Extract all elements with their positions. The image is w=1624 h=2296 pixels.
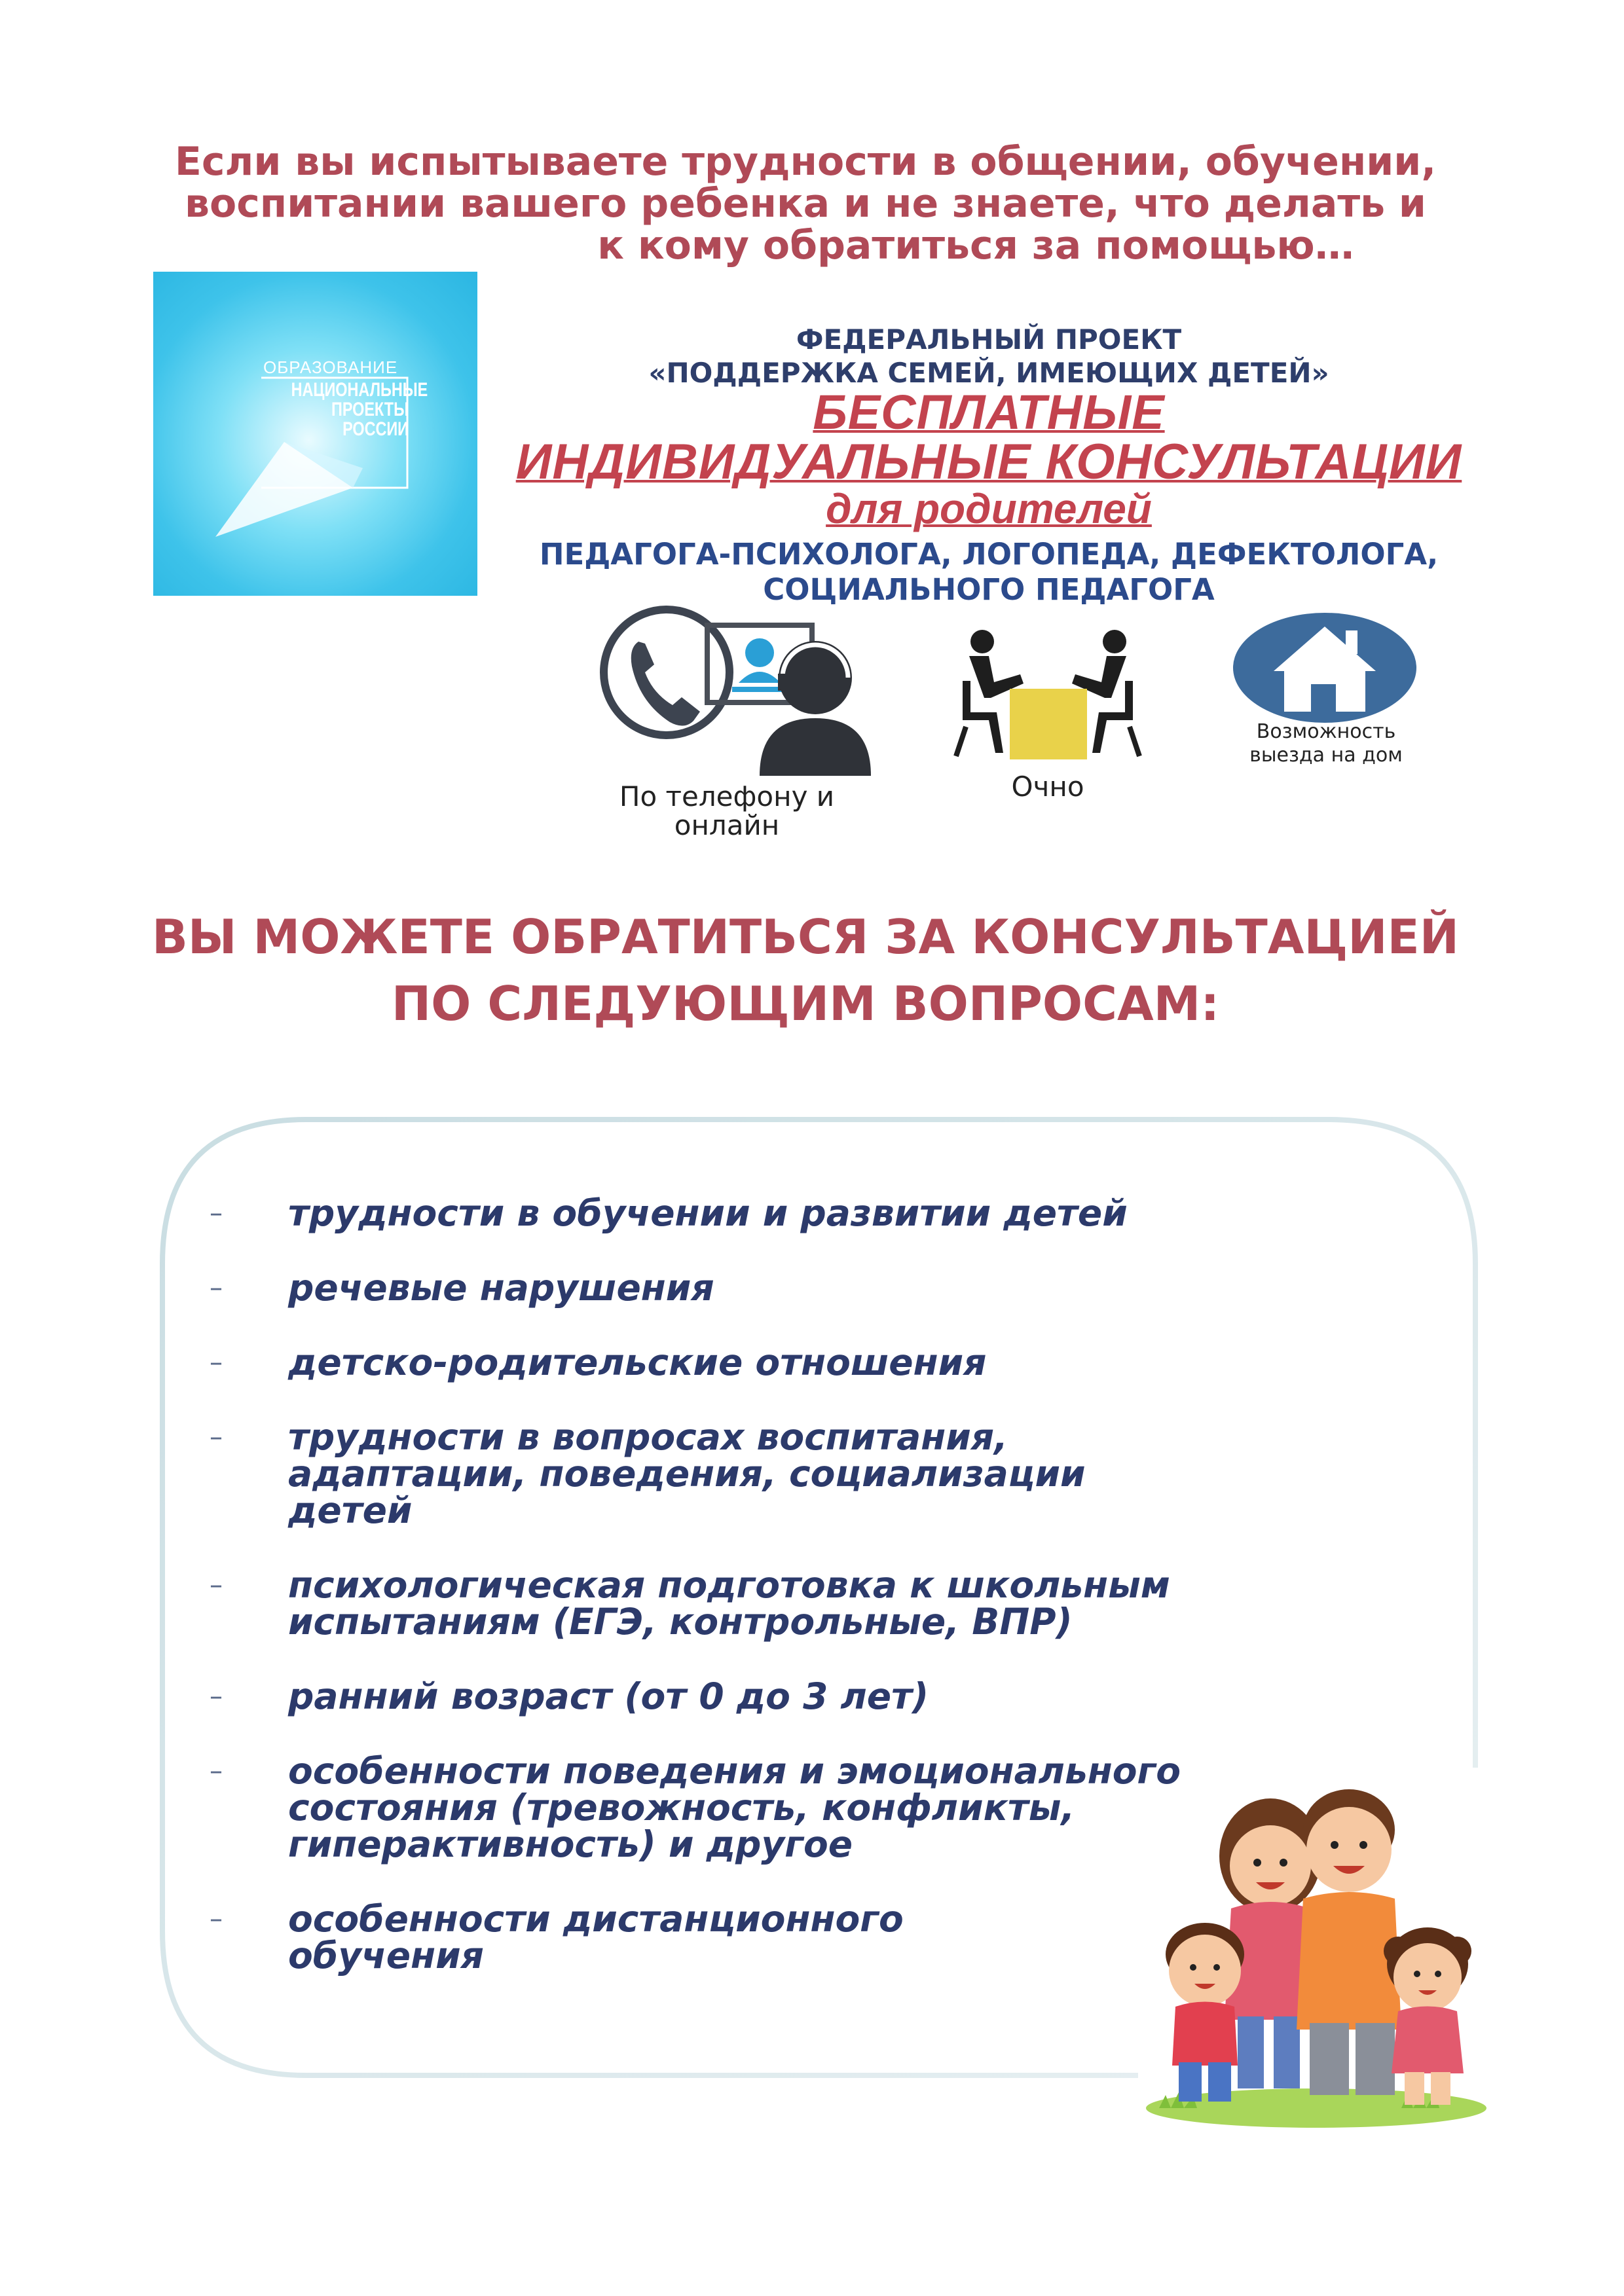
in-person-option (943, 629, 1153, 759)
logo-line-1: НАЦИОНАЛЬНЫЕ (291, 379, 428, 401)
in-person-caption: Очно (1011, 771, 1084, 803)
phone-online-caption (557, 782, 897, 840)
list-dash: – (210, 1198, 223, 1228)
list-dash: – (210, 1756, 223, 1786)
list-item (210, 1750, 1290, 1865)
list-item-text: трудности в обучении и развитии детей (288, 1192, 1128, 1234)
list-dash: – (210, 1422, 223, 1452)
list-item-text: речевые нарушения (288, 1267, 714, 1309)
home-caption-line-2: выезда на дом (1249, 744, 1403, 767)
list-item (210, 1898, 1290, 1977)
phone-online-option (583, 606, 877, 776)
heading-line-1: ВЫ МОЖЕТЕ ОБРАТИТЬСЯ ЗА КОНСУЛЬТАЦИЕЙ (152, 909, 1459, 964)
logo-national-projects-label (291, 379, 428, 440)
list-item-text: особенности поведения и эмоционального состояния (тревожность, конфликты, гиперактивность) и другое (288, 1750, 1181, 1865)
offer-free: БЕСПЛАТНЫЕ (813, 385, 1165, 439)
phone-caption-line-1: По телефону и (619, 780, 835, 812)
logo-line-2: ПРОЕКТЫ (331, 399, 409, 420)
national-projects-logo (153, 272, 477, 596)
list-dash: – (210, 1904, 223, 1934)
federal-project-label: ФЕДЕРАЛЬНЫЙ ПРОЕКТ (796, 323, 1182, 355)
family-illustration (1139, 1768, 1493, 2134)
family-icon (1139, 1768, 1493, 2134)
list-item (210, 1341, 1290, 1383)
list-item (210, 1564, 1290, 1643)
logo-line-3: РОССИИ (342, 418, 409, 440)
specialists-line-2: СОЦИАЛЬНОГО ПЕДАГОГА (763, 572, 1215, 607)
home-visit-caption (1218, 720, 1434, 767)
intro-line-3: к кому обратиться за помощью… (597, 223, 1354, 268)
topics-heading (98, 903, 1513, 1037)
list-item-text: психологическая подготовка к школьным испытаниям (ЕГЭ, контрольные, ВПР) (288, 1564, 1170, 1643)
list-item-text: особенности дистанционного обучения (288, 1898, 904, 1977)
list-dash: – (210, 1347, 223, 1377)
specialists-line-1: ПЕДАГОГА-ПСИХОЛОГА, ЛОГОПЕДА, ДЕФЕКТОЛОГА, (539, 537, 1439, 572)
heading-line-2: ПО СЛЕДУЮЩИМ ВОПРОСАМ: (391, 976, 1220, 1031)
list-item-text: ранний возраст (от 0 до 3 лет) (288, 1675, 929, 1717)
list-item (210, 1192, 1290, 1234)
list-dash: – (210, 1681, 223, 1711)
phone-caption-line-2: онлайн (674, 809, 780, 841)
logo-education-label: ОБРАЗОВАНИЕ (263, 357, 398, 377)
list-item (210, 1416, 1290, 1531)
in-person-meeting-icon (943, 629, 1153, 759)
list-item (210, 1675, 1290, 1717)
offer-for-parents: для родителей (826, 485, 1152, 532)
offer-individual-consultations: ИНДИВИДУАЛЬНЫЕ КОНСУЛЬТАЦИИ (515, 434, 1462, 490)
list-dash: – (210, 1273, 223, 1303)
list-item-text: трудности в вопросах воспитания, адаптации, поведения, социализации детей (288, 1416, 1086, 1531)
list-item-text: детско-родительские отношения (288, 1341, 987, 1383)
home-caption-line-1: Возможность (1256, 720, 1396, 743)
phone-online-icon (583, 606, 877, 776)
intro-text (131, 141, 1480, 266)
list-item (210, 1267, 1290, 1309)
intro-line-1: Если вы испытываете трудности в общении, обучении, (174, 139, 1437, 185)
intro-line-2: воспитании вашего ребенка и не знаете, что делать и (185, 181, 1426, 227)
list-dash: – (210, 1570, 223, 1600)
topics-list (210, 1192, 1290, 1977)
federal-project-name: «ПОДДЕРЖКА СЕМЕЙ, ИМЕЮЩИХ ДЕТЕЙ» (648, 357, 1329, 389)
